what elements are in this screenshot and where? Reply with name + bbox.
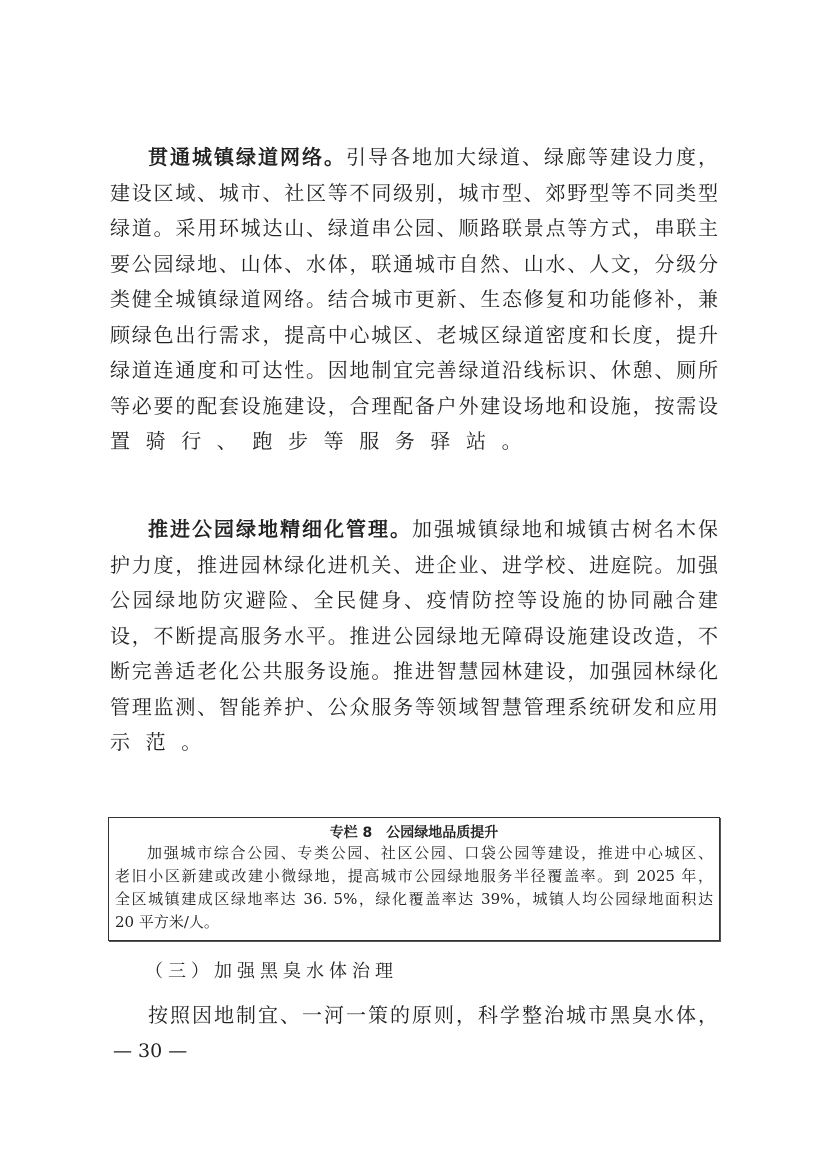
paragraph-line: 要公园绿地、山体、水体，联通城市自然、山水、人文，分级分 [110,252,718,276]
column-box [108,817,720,941]
column-box-line: 加强城市综合公园、专类公园、社区公园、口袋公园等建设，推进中心城区、 [147,844,713,862]
page-number: — 30 — [113,1040,188,1062]
paragraph-line: 护力度，推进园林绿化进机关、进企业、进学校、进庭院。加强 [110,553,718,577]
paragraph-line: 按照因地制宜、一河一策的原则，科学整治城市黑臭水体， [148,1003,718,1027]
paragraph-lead: 推进公园绿地精细化管理。 [148,517,412,541]
column-box-line: 老旧小区新建或改建小微绿地，提高城市公园绿地服务半径覆盖率。到 2025 年， [115,867,713,885]
paragraph-line: 示范。 [110,730,217,754]
column-box-line: 20 平方米/人。 [115,913,219,931]
paragraph-line: 断完善适老化公共服务设施。推进智慧园林建设，加强园林绿化 [110,659,718,683]
paragraph-line: 建设区域、城市、社区等不同级别，城市型、郊野型等不同类型 [110,181,718,205]
column-box-line: 全区城镇建成区绿地率达 36. 5%，绿化覆盖率达 39%，城镇人均公园绿地面积达 [115,890,713,908]
paragraph-line: 等必要的配套设施建设，合理配备户外建设场地和设施，按需设 [110,394,718,418]
paragraph-line: 置骑行、跑步等服务驿站。 [110,429,538,453]
paragraph-line: 管理监测、智能养护、公众服务等领域智慧管理系统研发和应用 [110,695,718,719]
paragraph-line: 设，不断提高服务水平。推进公园绿地无障碍设施建设改造，不 [110,624,718,648]
column-box-title: 专栏 8 公园绿地品质提升 [329,825,499,841]
paragraph-lead: 贯通城镇绿道网络。 [148,145,346,169]
paragraph-line: 绿道连通度和可达性。因地制宜完善绿道沿线标识、休憩、厕所 [110,358,718,382]
section-heading: （三）加强黑臭水体治理 [145,961,398,982]
paragraph-line: 推进公园绿地精细化管理。加强城镇绿地和城镇古树名木保 [148,517,718,541]
paragraph-line: 顾绿色出行需求，提高中心城区、老城区绿道密度和长度，提升 [110,323,718,347]
paragraph-line: 贯通城镇绿道网络。引导各地加大绿道、绿廊等建设力度， [148,145,718,169]
paragraph-line: 公园绿地防灾避险、全民健身、疫情防控等设施的协同融合建 [110,588,718,612]
paragraph-line: 类健全城镇绿道网络。结合城市更新、生态修复和功能修补，兼 [110,287,718,311]
paragraph-line: 绿道。采用环城达山、绿道串公园、顺路联景点等方式，串联主 [110,216,718,240]
